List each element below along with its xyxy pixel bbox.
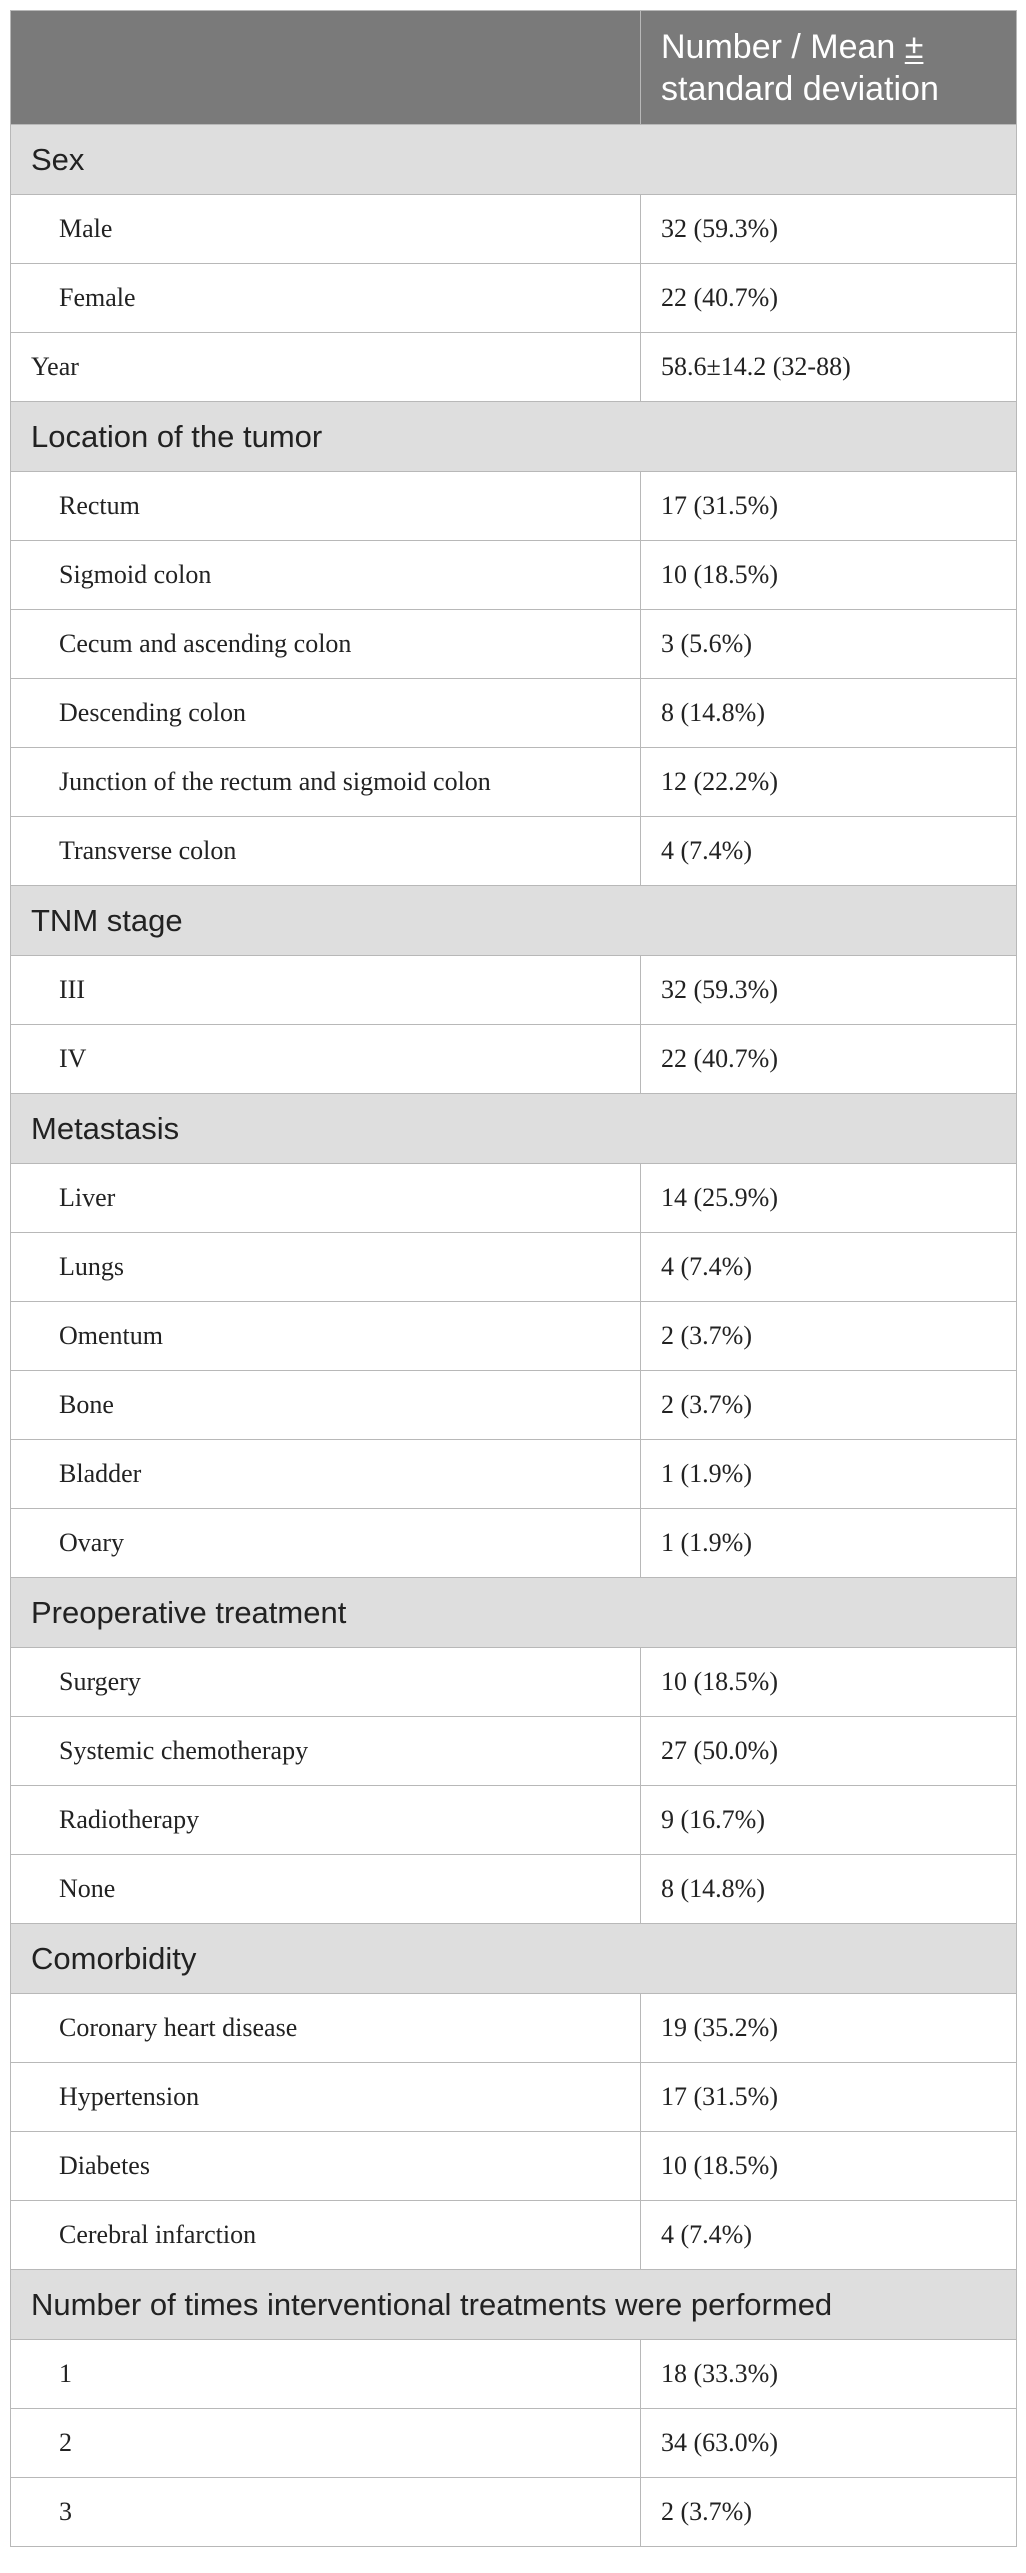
characteristics-table-container xyxy=(10,10,1016,2547)
header-line2: standard deviation xyxy=(661,69,939,108)
row-value: 32 (59.3%) xyxy=(641,956,1017,1025)
row-label: Cerebral infarction xyxy=(11,2201,641,2270)
row-value: 10 (18.5%) xyxy=(641,1648,1017,1717)
row-label: Ovary xyxy=(11,1509,641,1578)
table-row xyxy=(11,679,1017,748)
table-row xyxy=(11,1786,1017,1855)
table-row xyxy=(11,264,1017,333)
row-label: Hypertension xyxy=(11,2063,641,2132)
row-label: Diabetes xyxy=(11,2132,641,2201)
row-label: Bone xyxy=(11,1371,641,1440)
row-value: 22 (40.7%) xyxy=(641,1025,1017,1094)
row-label: Descending colon xyxy=(11,679,641,748)
row-value: 4 (7.4%) xyxy=(641,817,1017,886)
section-row-sex xyxy=(11,125,1017,195)
table-row xyxy=(11,1717,1017,1786)
table-row xyxy=(11,1994,1017,2063)
table-row xyxy=(11,610,1017,679)
table-row xyxy=(11,2409,1017,2478)
section-title: TNM stage xyxy=(11,886,1017,956)
section-row-preoperative-treatment xyxy=(11,1578,1017,1648)
header-line1: Number / Mean xyxy=(661,27,905,66)
table-row xyxy=(11,2201,1017,2270)
table-row xyxy=(11,2340,1017,2409)
row-label: Radiotherapy xyxy=(11,1786,641,1855)
section-title: Sex xyxy=(11,125,1017,195)
row-value: 17 (31.5%) xyxy=(641,472,1017,541)
table-row xyxy=(11,956,1017,1025)
section-row-tnm-stage xyxy=(11,886,1017,956)
row-label: Systemic chemotherapy xyxy=(11,1717,641,1786)
row-value: 4 (7.4%) xyxy=(641,1233,1017,1302)
row-value: 4 (7.4%) xyxy=(641,2201,1017,2270)
table-row xyxy=(11,2132,1017,2201)
row-label: Bladder xyxy=(11,1440,641,1509)
table-row xyxy=(11,541,1017,610)
row-value: 27 (50.0%) xyxy=(641,1717,1017,1786)
row-label: Cecum and ascending colon xyxy=(11,610,641,679)
row-value: 22 (40.7%) xyxy=(641,264,1017,333)
row-value: 18 (33.3%) xyxy=(641,2340,1017,2409)
row-value: 34 (63.0%) xyxy=(641,2409,1017,2478)
row-value: 10 (18.5%) xyxy=(641,541,1017,610)
section-title: Metastasis xyxy=(11,1094,1017,1164)
section-row-comorbidity xyxy=(11,1924,1017,1994)
header-number-mean-sd xyxy=(641,11,1017,125)
header-characteristic xyxy=(11,11,641,125)
table-row xyxy=(11,817,1017,886)
table-header-row xyxy=(11,11,1017,125)
table-row xyxy=(11,1371,1017,1440)
row-label: Year xyxy=(11,333,641,402)
section-row-interventional-treatments xyxy=(11,2270,1017,2340)
table-row xyxy=(11,195,1017,264)
row-label: Transverse colon xyxy=(11,817,641,886)
row-value: 2 (3.7%) xyxy=(641,1371,1017,1440)
row-value: 8 (14.8%) xyxy=(641,1855,1017,1924)
table-row xyxy=(11,1440,1017,1509)
row-label: Sigmoid colon xyxy=(11,541,641,610)
row-value: 58.6±14.2 (32-88) xyxy=(641,333,1017,402)
row-value: 1 (1.9%) xyxy=(641,1440,1017,1509)
row-label: Surgery xyxy=(11,1648,641,1717)
table-row xyxy=(11,1025,1017,1094)
row-value: 2 (3.7%) xyxy=(641,2478,1017,2547)
patient-characteristics-table xyxy=(10,10,1017,2547)
row-label: Omentum xyxy=(11,1302,641,1371)
row-value: 19 (35.2%) xyxy=(641,1994,1017,2063)
table-row xyxy=(11,1233,1017,1302)
row-label: 1 xyxy=(11,2340,641,2409)
table-row xyxy=(11,1164,1017,1233)
row-value: 1 (1.9%) xyxy=(641,1509,1017,1578)
section-title: Number of times interventional treatments were performed xyxy=(11,2270,1017,2340)
row-label: Junction of the rectum and sigmoid colon xyxy=(11,748,641,817)
row-value: 32 (59.3%) xyxy=(641,195,1017,264)
row-label: III xyxy=(11,956,641,1025)
row-label: Liver xyxy=(11,1164,641,1233)
table-row xyxy=(11,2063,1017,2132)
table-row xyxy=(11,2478,1017,2547)
section-row-metastasis xyxy=(11,1094,1017,1164)
section-title: Location of the tumor xyxy=(11,402,1017,472)
row-label: IV xyxy=(11,1025,641,1094)
row-label: Coronary heart disease xyxy=(11,1994,641,2063)
table-row xyxy=(11,1509,1017,1578)
row-value: 2 (3.7%) xyxy=(641,1302,1017,1371)
row-label: Rectum xyxy=(11,472,641,541)
row-value: 8 (14.8%) xyxy=(641,679,1017,748)
table-row xyxy=(11,748,1017,817)
row-value: 17 (31.5%) xyxy=(641,2063,1017,2132)
row-value: 10 (18.5%) xyxy=(641,2132,1017,2201)
row-value: 3 (5.6%) xyxy=(641,610,1017,679)
table-row-year xyxy=(11,333,1017,402)
row-label: 2 xyxy=(11,2409,641,2478)
section-title: Preoperative treatment xyxy=(11,1578,1017,1648)
section-title: Comorbidity xyxy=(11,1924,1017,1994)
row-label: 3 xyxy=(11,2478,641,2547)
row-value: 9 (16.7%) xyxy=(641,1786,1017,1855)
row-label: Male xyxy=(11,195,641,264)
table-row xyxy=(11,1302,1017,1371)
row-value: 14 (25.9%) xyxy=(641,1164,1017,1233)
plus-minus-symbol: ± xyxy=(904,27,924,66)
row-label: Lungs xyxy=(11,1233,641,1302)
table-row xyxy=(11,1648,1017,1717)
table-row xyxy=(11,472,1017,541)
section-row-location xyxy=(11,402,1017,472)
table-row xyxy=(11,1855,1017,1924)
row-label: Female xyxy=(11,264,641,333)
row-value: 12 (22.2%) xyxy=(641,748,1017,817)
row-label: None xyxy=(11,1855,641,1924)
